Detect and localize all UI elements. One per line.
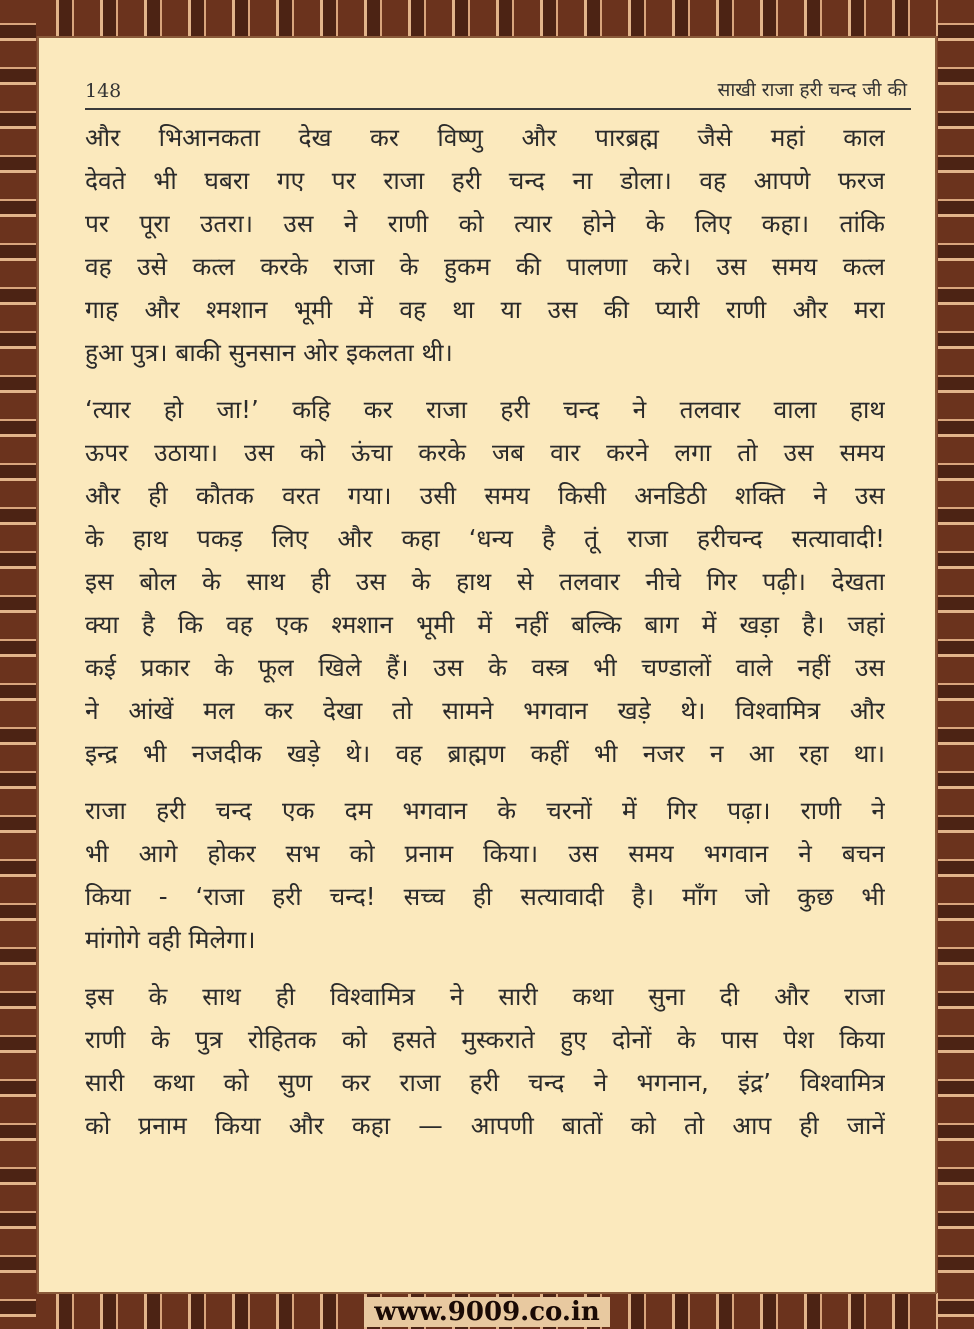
text-line: क्या है कि वह एक श्मशान भूमी में नहीं बल्कि बाग में खड़ा है। जहां <box>85 610 885 639</box>
text-line: राणी के पुत्र रोहितक को हसते मुस्कराते हुए दोनों के पास पेश किया <box>85 1025 885 1054</box>
text-line: और भिआनकता देख कर विष्णु और पारब्रह्म जैसे महां काल <box>85 123 885 152</box>
running-head: साखी राजा हरी चन्द जी की <box>717 79 907 101</box>
text-line: सारी कथा को सुण कर राजा हरी चन्द ने भगनान, इंद्र’ विश्वामित्र <box>85 1068 885 1097</box>
border-top <box>0 0 974 36</box>
text-line: के हाथ पकड़ लिए और कहा ‘धन्य है तूं राजा हरीचन्द सत्यावादी! <box>85 524 885 553</box>
text-line: इस के साथ ही विश्वामित्र ने सारी कथा सुना दी और राजा <box>85 982 885 1011</box>
text-line: ने आंखें मल कर देखा तो सामने भगवान खड़े थे। विश्वामित्र और <box>85 696 885 725</box>
paragraph <box>85 789 885 961</box>
text-line: को प्रनाम किया और कहा — आपणी बातों को तो आप ही जानें <box>85 1111 885 1140</box>
paragraph <box>85 388 885 775</box>
text-line: और ही कौतक वरत गया। उसी समय किसी अनडिठी शक्ति ने उस <box>85 481 885 510</box>
border-right <box>938 0 974 1329</box>
paragraph <box>85 975 885 1147</box>
page-header <box>85 70 911 110</box>
border-left <box>0 0 36 1329</box>
footer-watermark <box>0 1297 974 1327</box>
text-line: मांगोगे वही मिलेगा। <box>85 925 256 954</box>
paragraph <box>85 116 885 374</box>
paragraph-gap <box>85 374 885 388</box>
text-line: इन्द्र भी नजदीक खड़े थे। वह ब्राह्मण कहीं भी नजर न आ रहा था। <box>85 739 885 768</box>
website-url: www.9009.co.in <box>364 1297 610 1327</box>
text-line: वह उसे कत्ल करके राजा के हुकम की पालणा करे। उस समय कत्ल <box>85 252 885 281</box>
text-line: ‘त्यार हो जा!’ कहि कर राजा हरी चन्द ने तलवार वाला हाथ <box>85 395 885 424</box>
text-line: गाह और श्मशान भूमी में वह था या उस की प्यारी राणी और मरा <box>85 295 885 324</box>
text-line: देवते भी घबरा गए पर राजा हरी चन्द ना डोला। वह आपणे फरज <box>85 166 885 195</box>
text-line: भी आगे होकर सभ को प्रनाम किया। उस समय भगवान ने बचन <box>85 839 885 868</box>
text-line: पर पूरा उतरा। उस ने राणी को त्यार होने के लिए कहा। तांकि <box>85 209 885 238</box>
paragraph-gap <box>85 961 885 975</box>
page-number: 148 <box>85 80 122 102</box>
text-line: ऊपर उठाया। उस को ऊंचा करके जब वार करने लगा तो उस समय <box>85 438 885 467</box>
paragraph-gap <box>85 775 885 789</box>
body-text <box>85 116 885 1147</box>
text-line: हुआ पुत्र। बाकी सुनसान ओर इकलता थी। <box>85 338 453 367</box>
text-line: कई प्रकार के फूल खिले हैं। उस के वस्त्र भी चण्डालों वाले नहीं उस <box>85 653 885 682</box>
text-line: राजा हरी चन्द एक दम भगवान के चरनों में गिर पढ़ा। राणी ने <box>85 796 885 825</box>
text-line: किया - ‘राजा हरी चन्द! सच्च ही सत्यावादी है। माँग जो कुछ भी <box>85 882 885 911</box>
page <box>37 36 937 1294</box>
text-line: इस बोल के साथ ही उस के हाथ से तलवार नीचे गिर पढ़ी। देखता <box>85 567 885 596</box>
